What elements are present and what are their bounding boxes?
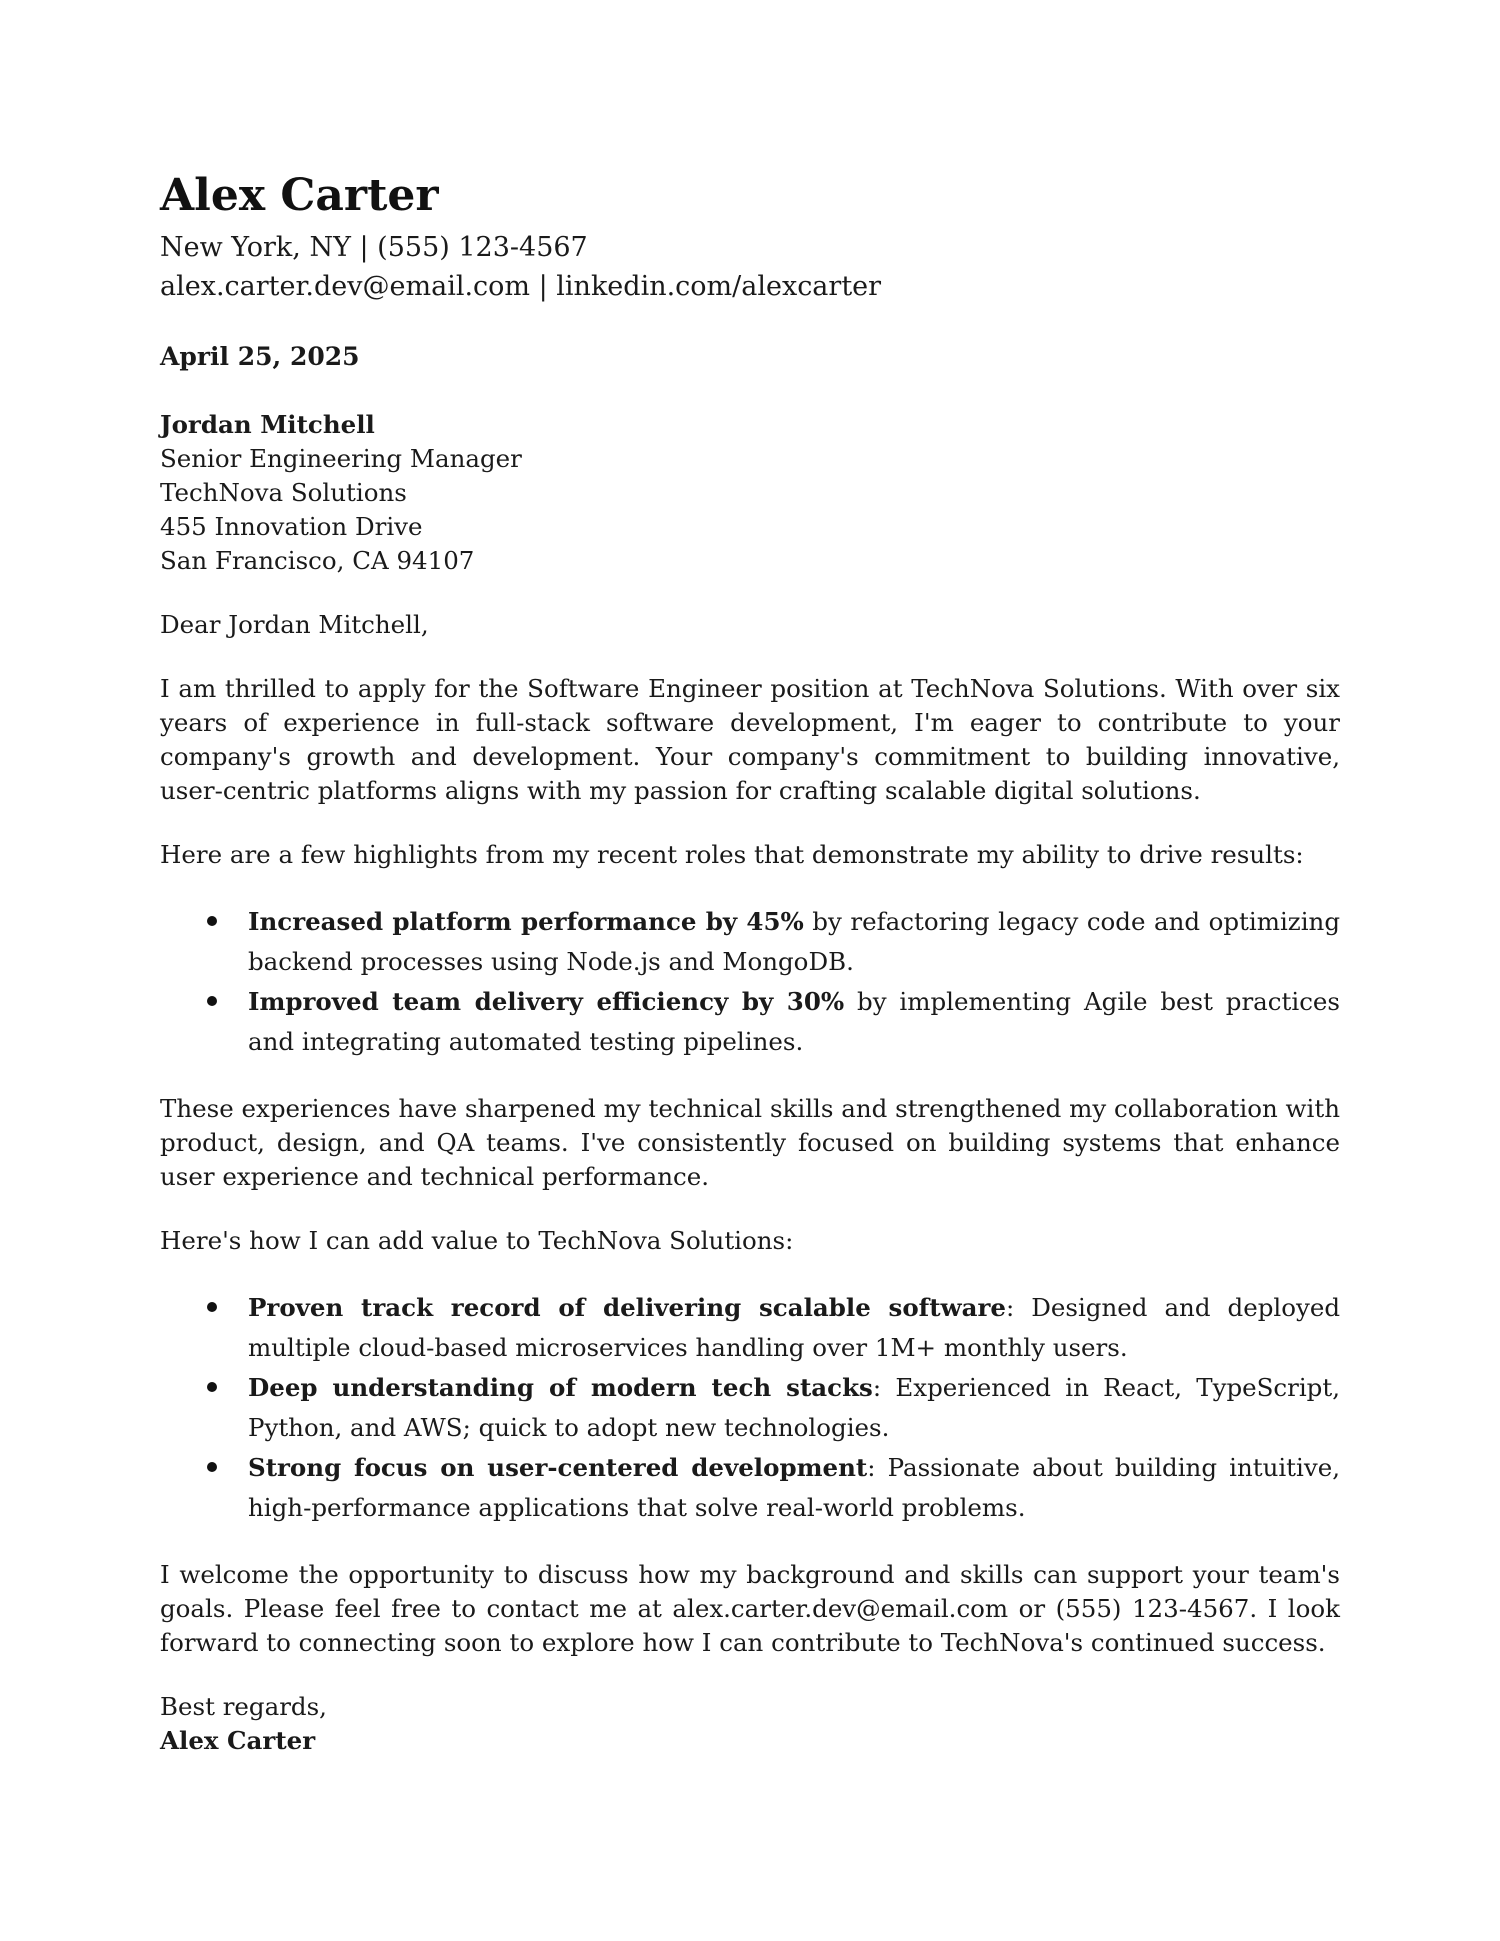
recipient-company: TechNova Solutions [160, 478, 407, 507]
highlights-lead: Here are a few highlights from my recent roles that demonstrate my ability to drive results: [160, 840, 1304, 869]
signature-block [160, 1690, 1340, 1758]
value-lead: Here's how I can add value to TechNova Solutions: [160, 1226, 794, 1255]
list-item [248, 902, 1340, 982]
recipient-name: Jordan Mitchell [160, 410, 375, 439]
list-item [248, 982, 1340, 1062]
letter-header [160, 168, 1340, 306]
experience-paragraph: These experiences have sharpened my technical skills and strengthened my collaboration with product, design, and QA teams. I've consistently focused on building systems that enhance user experience and technical performance. [160, 1094, 1340, 1191]
signer-name: Alex Carter [160, 1726, 316, 1755]
highlight-text: by refactoring legacy code and optimizing backend processes using Node.js and MongoDB. [248, 907, 1340, 976]
value-bold: Strong focus on user-centered development [248, 1453, 868, 1482]
sender-email-linkedin: alex.carter.dev@email.com | linkedin.com/alexcarter [160, 271, 882, 302]
closing-paragraph: I welcome the opportunity to discuss how my background and skills can support your team's goals. Please feel free to contact me at alex.carter.dev@email.com or (555) 123-4567. I look forward to connecting soon to explore how I can contribute to TechNova's continued success. [160, 1560, 1340, 1657]
value-text: : Passionate about building intuitive, high-performance applications that solve real-world problems. [248, 1453, 1340, 1522]
recipient-street: 455 Innovation Drive [160, 512, 423, 541]
intro-paragraph: I am thrilled to apply for the Software Engineer position at TechNova Solutions. With over six years of experience in full-stack software development, I'm eager to contribute to your company's growth and development. Your company's commitment to building innovative, user-centric platforms aligns with my passion for crafting scalable digital solutions. [160, 674, 1340, 805]
recipient-city: San Francisco, CA 94107 [160, 546, 475, 575]
value-text: : Designed and deployed multiple cloud-based microservices handling over 1M+ monthly users. [248, 1293, 1340, 1362]
sender-name: Alex Carter [160, 170, 439, 221]
list-item [248, 1288, 1340, 1368]
recipient-title: Senior Engineering Manager [160, 444, 522, 473]
recipient-block [160, 408, 1340, 578]
salutation: Dear Jordan Mitchell, [160, 610, 429, 639]
value-text: : Experienced in React, TypeScript, Python, and AWS; quick to adopt new technologies. [248, 1373, 1340, 1442]
highlight-text: by implementing Agile best practices and integrating automated testing pipelines. [248, 987, 1340, 1056]
highlights-list [160, 902, 1340, 1062]
highlight-bold: Increased platform performance by 45% [248, 907, 804, 936]
value-list [160, 1288, 1340, 1528]
list-item [248, 1448, 1340, 1528]
signoff: Best regards, [160, 1692, 327, 1721]
value-bold: Proven track record of delivering scalable software [248, 1293, 1006, 1322]
highlight-bold: Improved team delivery efficiency by 30% [248, 987, 845, 1016]
value-bold: Deep understanding of modern tech stacks [248, 1373, 873, 1402]
sender-location-phone: New York, NY | (555) 123-4567 [160, 232, 588, 263]
list-item [248, 1368, 1340, 1448]
letter-date: April 25, 2025 [160, 342, 360, 371]
